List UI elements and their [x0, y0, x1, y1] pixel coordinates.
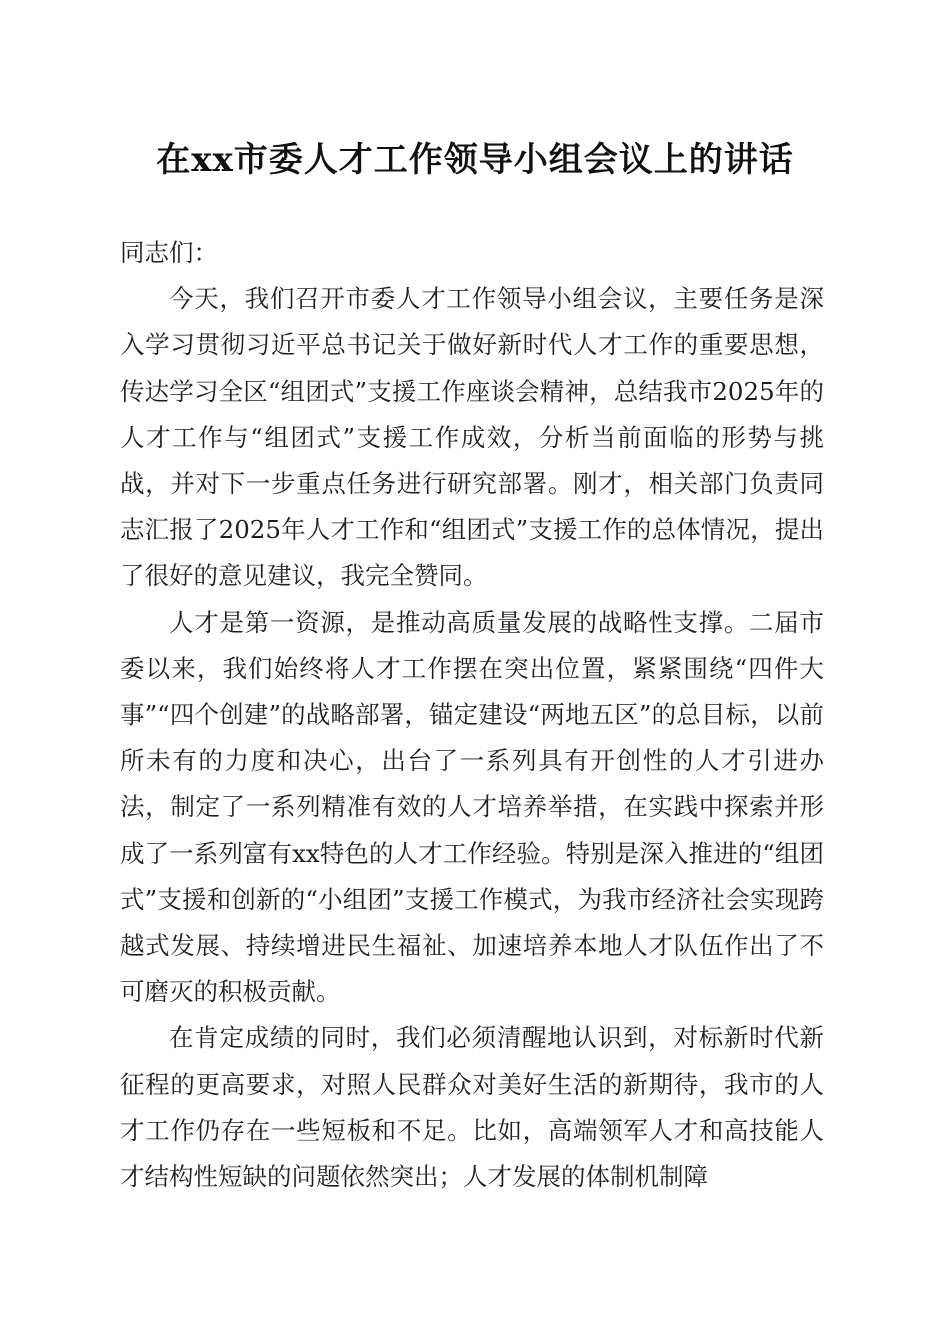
document-body [120, 230, 824, 1200]
salutation: 同志们： [120, 238, 218, 267]
document-title: 在xx市委人才工作领导小组会议上的讲话 [156, 140, 794, 180]
paragraph-3: 在肯定成绩的同时，我们必须清醒地认识到，对标新时代新征程的更高要求，对照人民群众对美好生活的新期待，我市的人才工作仍存在一些短板和不足。比如，高端领军人才和高技能人才结构性短缺的问题依然突出；人才发展的体制机制障 [120, 1023, 824, 1192]
paragraph-2: 人才是第一资源，是推动高质量发展的战略性支撑。二届市委以来，我们始终将人才工作摆在突出位置，紧紧围绕“四件大事”“四个创建”的战略部署，锚定建设“两地五区”的总目标，以前所未有的力度和决心，出台了一系列具有开创性的人才引进办法，制定了一系列精准有效的人才培养举措，在实践中探索并形成了一系列富有xx特色的人才工作经验。特别是深入推进的“组团式”支援和创新的“小组团”支援工作模式，为我市经济社会实现跨越式发展、持续增进民生福祉、加速培养本地人才队伍作出了不可磨灭的积极贡献。 [120, 607, 824, 1007]
paragraph-1: 今天，我们召开市委人才工作领导小组会议，主要任务是深入学习贯彻习近平总书记关于做好新时代人才工作的重要思想，传达学习全区“组团式”支援工作座谈会精神，总结我市2025年的人才工作与“组团式”支援工作成效，分析当前面临的形势与挑战，并对下一步重点任务进行研究部署。刚才，相关部门负责同志汇报了2025年人才工作和“组团式”支援工作的总体情况，提出了很好的意见建议，我完全赞同。 [120, 284, 824, 591]
